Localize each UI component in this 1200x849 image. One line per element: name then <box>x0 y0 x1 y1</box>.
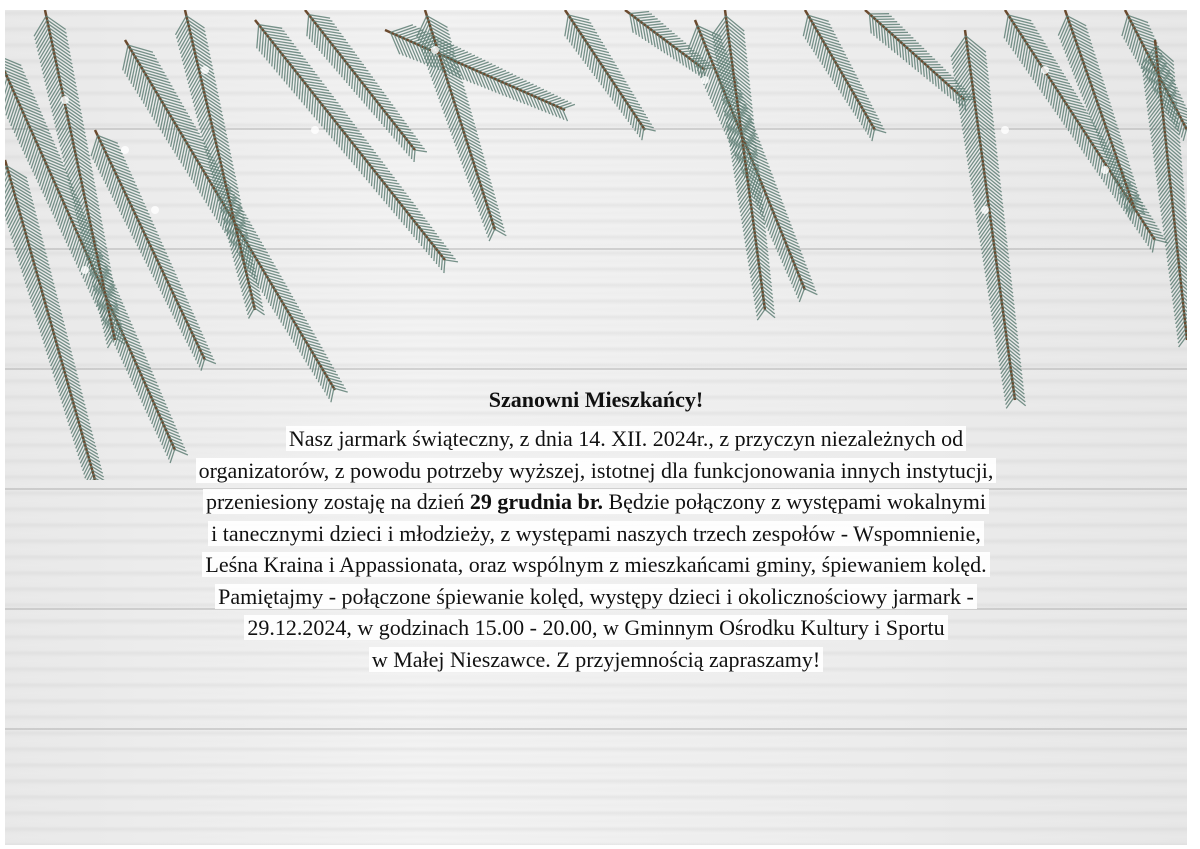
paragraph-line-1: Nasz jarmark świąteczny, z dnia 14. XII. 2024r., z przyczyn niezależnych od <box>25 423 1167 455</box>
paragraph-line-5: Leśna Kraina i Appassionata, oraz wspólnym z mieszkańcami gminy, śpiewaniem kolęd. <box>25 549 1167 581</box>
invitation-poster <box>5 10 1187 845</box>
paragraph-line-6: Pamiętajmy - połączone śpiewanie kolęd, występy dzieci i okolicznościowy jarmark - <box>25 581 1167 613</box>
snow-fleck <box>61 96 69 104</box>
snow-fleck <box>981 206 989 214</box>
snow-fleck <box>81 266 89 274</box>
paragraph-line-8: w Małej Nieszawce. Z przyjemnością zapraszamy! <box>25 644 1167 676</box>
page-title: Szanowni Mieszkańcy! <box>488 387 704 412</box>
paragraph-line-2: organizatorów, z powodu potrzeby wyższej, istotnej dla funkcjonowania innych instytucji, <box>25 455 1167 487</box>
branch-needles <box>1141 46 1187 347</box>
moved-to-text: przeniesiony zostaję na dzień <box>205 489 465 514</box>
snow-fleck <box>1101 166 1109 174</box>
combined-with-text: Będzie połączony z występami wokalnymi <box>608 489 987 514</box>
snow-fleck <box>201 66 209 74</box>
announcement-text <box>25 385 1167 675</box>
snow-fleck <box>121 146 129 154</box>
new-date-highlight: 29 grudnia br. <box>469 489 603 514</box>
needle-cluster <box>1141 46 1187 347</box>
paragraph-line-7: 29.12.2024, w godzinach 15.00 - 20.00, w Gminnym Ośrodku Kultury i Sportu <box>25 612 1167 644</box>
snow-fleck <box>1001 126 1009 134</box>
paragraph-line-4: i tanecznymi dzieci i młodzieży, z występami naszych trzech zespołów - Wspomnienie, <box>25 518 1167 550</box>
paragraph-line-3 <box>25 486 1167 518</box>
snow-fleck <box>1041 66 1049 74</box>
snow-fleck <box>431 46 439 54</box>
snow-fleck <box>701 76 709 84</box>
snow-fleck <box>151 206 159 214</box>
snow-fleck <box>311 126 319 134</box>
branch-twig <box>255 20 445 260</box>
